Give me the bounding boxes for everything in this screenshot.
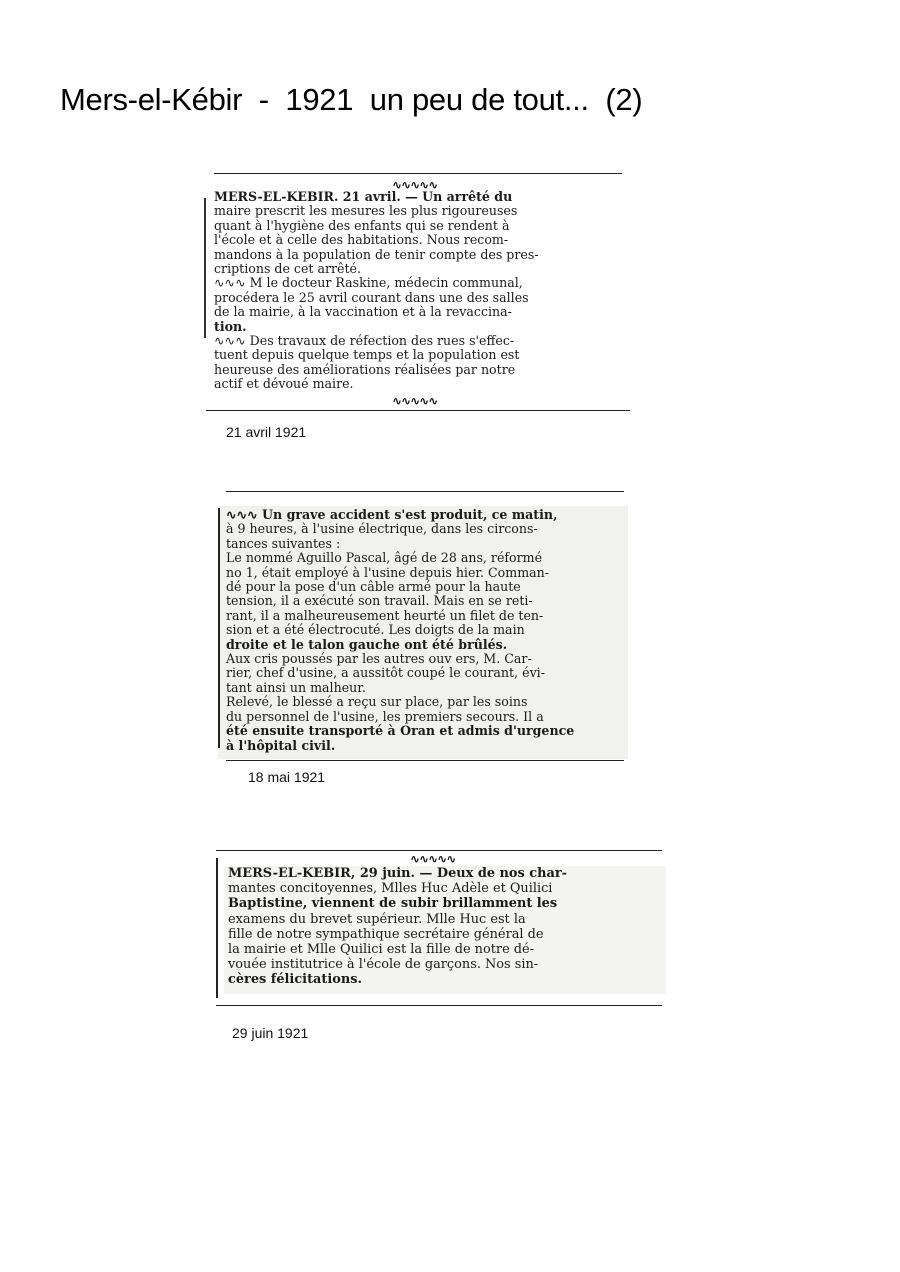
clipping-line: la mairie et Mlle Quilici est la fille de notre dé- xyxy=(228,942,535,958)
clipping-1-top-rule xyxy=(214,173,622,174)
clipping-line: cères félicitations. xyxy=(228,972,362,988)
clipping-line: tuent depuis quelque temps et la population est xyxy=(214,347,520,363)
clipping-line: ∿∿∿ Des travaux de réfection des rues s'effec- xyxy=(214,333,515,349)
clipping-line: criptions de cet arrêté. xyxy=(214,261,362,277)
clipping-line: l'école et à celle des habitations. Nous recom- xyxy=(214,232,509,248)
clipping-1 xyxy=(214,190,622,392)
clipping-line: à 9 heures, à l'usine électrique, dans les circons- xyxy=(226,521,538,537)
clipping-line: rant, il a malheureusement heurté un filet de ten- xyxy=(226,607,544,623)
clipping-line: ∿∿∿ M le docteur Raskine, médecin communal, xyxy=(214,275,523,291)
clipping-line: vouée institutrice à l'école de garçons. Nos sin- xyxy=(228,957,539,973)
clipping-line: droite et le talon gauche ont été brûlés. xyxy=(226,636,508,652)
clipping-2-margin-bar xyxy=(218,508,220,748)
clipping-2-date-caption: 18 mai 1921 xyxy=(248,769,326,785)
clipping-line: de la mairie, à la vaccination et à la revaccina- xyxy=(214,304,512,320)
clipping-line: procédera le 25 avril courant dans une des salles xyxy=(214,289,529,305)
clipping-line: tion. xyxy=(214,318,247,334)
clipping-line: no 1, était employé à l'usine depuis hier. Comman- xyxy=(226,564,550,580)
clipping-line: Relevé, le blessé a reçu sur place, par les soins xyxy=(226,694,528,710)
clipping-3-top-rule xyxy=(216,850,662,851)
page-title: Mers-el-Kébir - 1921 un peu de tout... (2) xyxy=(60,82,643,117)
clipping-line: à l'hôpital civil. xyxy=(226,737,336,753)
ornament-wave: ∿∿∿∿∿ xyxy=(392,178,438,192)
clipping-line: mandons à la population de tenir compte des pres- xyxy=(214,246,539,262)
clipping-line: tant ainsi un malheur. xyxy=(226,679,366,695)
clipping-1-margin-bar xyxy=(204,198,206,338)
clipping-1-bottom-rule xyxy=(206,410,630,411)
clipping-line: rier, chef d'usine, a aussitôt coupé le courant, évi- xyxy=(226,665,545,681)
clipping-line: tances suivantes : xyxy=(226,535,341,551)
clipping-line: du personnel de l'usine, les premiers secours. Il a xyxy=(226,708,544,724)
clipping-line: Le nommé Aguillo Pascal, âgé de 28 ans, réformé xyxy=(226,550,543,566)
clipping-3-margin-bar xyxy=(216,858,218,998)
clipping-line: mantes concitoyennes, Mlles Huc Adèle et Quilici xyxy=(228,881,553,897)
clipping-3 xyxy=(224,866,666,994)
ornament-wave: ∿∿∿∿∿ xyxy=(410,852,456,866)
clipping-line: fille de notre sympathique secrétaire général de xyxy=(228,926,544,942)
ornament-wave: ∿∿∿∿∿ xyxy=(392,394,438,408)
clipping-1-date-caption: 21 avril 1921 xyxy=(226,424,307,440)
clipping-3-bottom-rule xyxy=(216,1005,662,1006)
clipping-line: heureuse des améliorations réalisées par notre xyxy=(214,361,516,377)
clipping-2 xyxy=(218,506,628,759)
clipping-line: examens du brevet supérieur. Mlle Huc est la xyxy=(228,911,526,927)
clipping-line: tension, il a exécuté son travail. Mais en se reti- xyxy=(226,593,533,609)
clipping-3-date-caption: 29 juin 1921 xyxy=(232,1025,309,1041)
clipping-line: sion et a été électrocuté. Les doigts de la main xyxy=(226,622,525,638)
clipping-line: MERS-EL-KEBIR, 29 juin. — Deux de nos char- xyxy=(228,866,567,881)
clipping-line: MERS-EL-KEBIR. 21 avril. — Un arrêté du xyxy=(214,189,513,204)
clipping-line: été ensuite transporté à Oran et admis d'urgence xyxy=(226,723,575,739)
clipping-line: ∿∿∿ Un grave accident s'est produit, ce matin, xyxy=(226,507,558,522)
clipping-line: dé pour la pose d'un câble armé pour la haute xyxy=(226,579,521,595)
clipping-line: Baptistine, viennent de subir brillamment les xyxy=(228,896,558,912)
clipping-2-bottom-rule xyxy=(226,760,624,761)
clipping-line: actif et dévoué maire. xyxy=(214,376,354,392)
clipping-line: quant à l'hygiène des enfants qui se rendent à xyxy=(214,217,510,233)
clipping-line: Aux cris poussés par les autres ouv ers, M. Car- xyxy=(226,651,532,667)
clipping-line: maire prescrit les mesures les plus rigoureuses xyxy=(214,203,518,219)
clipping-2-top-rule xyxy=(226,491,624,492)
